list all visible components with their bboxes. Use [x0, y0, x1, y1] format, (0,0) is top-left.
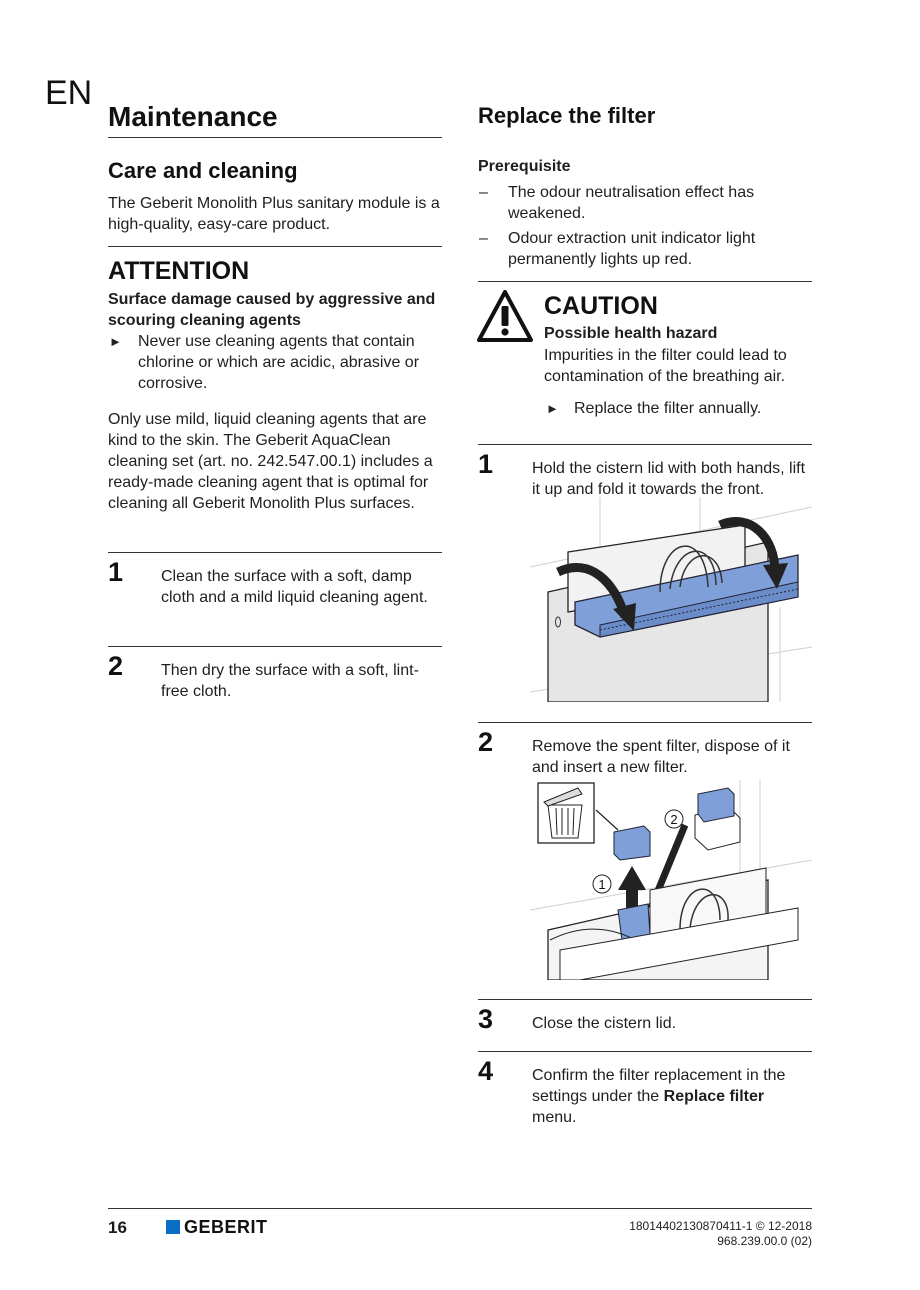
attention-subtitle: Surface damage caused by aggressive and scouring cleaning agents [108, 291, 436, 329]
doc-id: 18014402130870411-1 © 12-2018 [629, 1219, 812, 1233]
divider [108, 137, 442, 138]
step-number: 1 [478, 449, 494, 479]
care-text: The Geberit Monolith Plus sanitary module is a high-quality, easy-care product. [108, 195, 440, 233]
bullet-icon: ► [546, 401, 559, 416]
footer-divider [108, 1208, 812, 1209]
divider [478, 444, 812, 445]
step-text: Remove the spent filter, dispose of it and insert a new filter. [532, 738, 790, 776]
step-number: 4 [478, 1056, 494, 1086]
step-number: 1 [108, 557, 124, 587]
callout-number-1: 1 [598, 877, 606, 892]
section-heading-care: Care and cleaning [108, 158, 298, 183]
caution-text: Impurities in the filter could lead to contamination of the breathing air. [544, 347, 787, 385]
box-icon [695, 788, 740, 850]
step-text-part: Confirm the filter replacement in the settings under the [532, 1067, 786, 1105]
step-number: 2 [108, 651, 124, 681]
divider [478, 722, 812, 723]
caution-subtitle: Possible health hazard [544, 325, 718, 342]
prerequisite-item: Odour extraction unit indicator light permanently lights up red. [508, 230, 756, 268]
filter-replacement-illustration [530, 780, 812, 980]
document-reference [560, 1219, 812, 1249]
step-number: 3 [478, 1004, 494, 1034]
language-tag: EN [45, 74, 93, 112]
dash-marker: – [479, 230, 488, 247]
divider [108, 246, 442, 247]
step-text: Close the cistern lid. [532, 1015, 677, 1032]
step-text [532, 1065, 812, 1128]
divider [108, 646, 442, 647]
brand-logo [166, 1217, 268, 1238]
menu-name: Replace filter [663, 1088, 765, 1105]
step-text: Then dry the surface with a soft, lint-free cloth. [161, 662, 419, 700]
doc-ref: 968.239.00.0 (02) [717, 1234, 812, 1248]
page-number: 16 [108, 1218, 127, 1237]
dash-marker: – [479, 184, 488, 201]
attention-bullet-text: Never use cleaning agents that contain chlorine or which are acidic, abrasive or corrosive. [138, 333, 420, 392]
section-title-replace-filter: Replace the filter [478, 103, 656, 128]
divider [108, 552, 442, 553]
step-text: Hold the cistern lid with both hands, lift it up and fold it towards the front. [532, 460, 806, 498]
step-number: 2 [478, 727, 494, 757]
trash-bin-icon [538, 783, 594, 843]
warning-triangle-icon [476, 289, 534, 343]
page-title: Maintenance [108, 101, 278, 132]
callout-number-2: 2 [670, 812, 678, 827]
caution-bullet-text: Replace the filter annually. [574, 400, 762, 417]
cistern-lid-illustration [530, 497, 812, 702]
divider [478, 999, 812, 1000]
bullet-icon: ► [109, 334, 122, 349]
step-text: Clean the surface with a soft, damp cloth and a mild liquid cleaning agent. [161, 568, 428, 606]
divider [478, 281, 812, 282]
divider [478, 1051, 812, 1052]
brand-name: GEBERIT [184, 1217, 268, 1237]
prerequisite-item: The odour neutralisation effect has weakened. [508, 184, 755, 222]
cleaning-info-text: Only use mild, liquid cleaning agents that are kind to the skin. The Geberit AquaClean cleaning set (art. no. 242.547.00.1) includes a ready-made cleaning agent that is optimal for cleaning all Geberit Monolith Plus surfaces. [108, 411, 433, 512]
prerequisite-heading: Prerequisite [478, 158, 571, 175]
caution-heading: CAUTION [544, 292, 658, 320]
attention-heading: ATTENTION [108, 257, 250, 285]
step-text-part: menu. [532, 1109, 577, 1126]
logo-square-icon [166, 1220, 180, 1234]
